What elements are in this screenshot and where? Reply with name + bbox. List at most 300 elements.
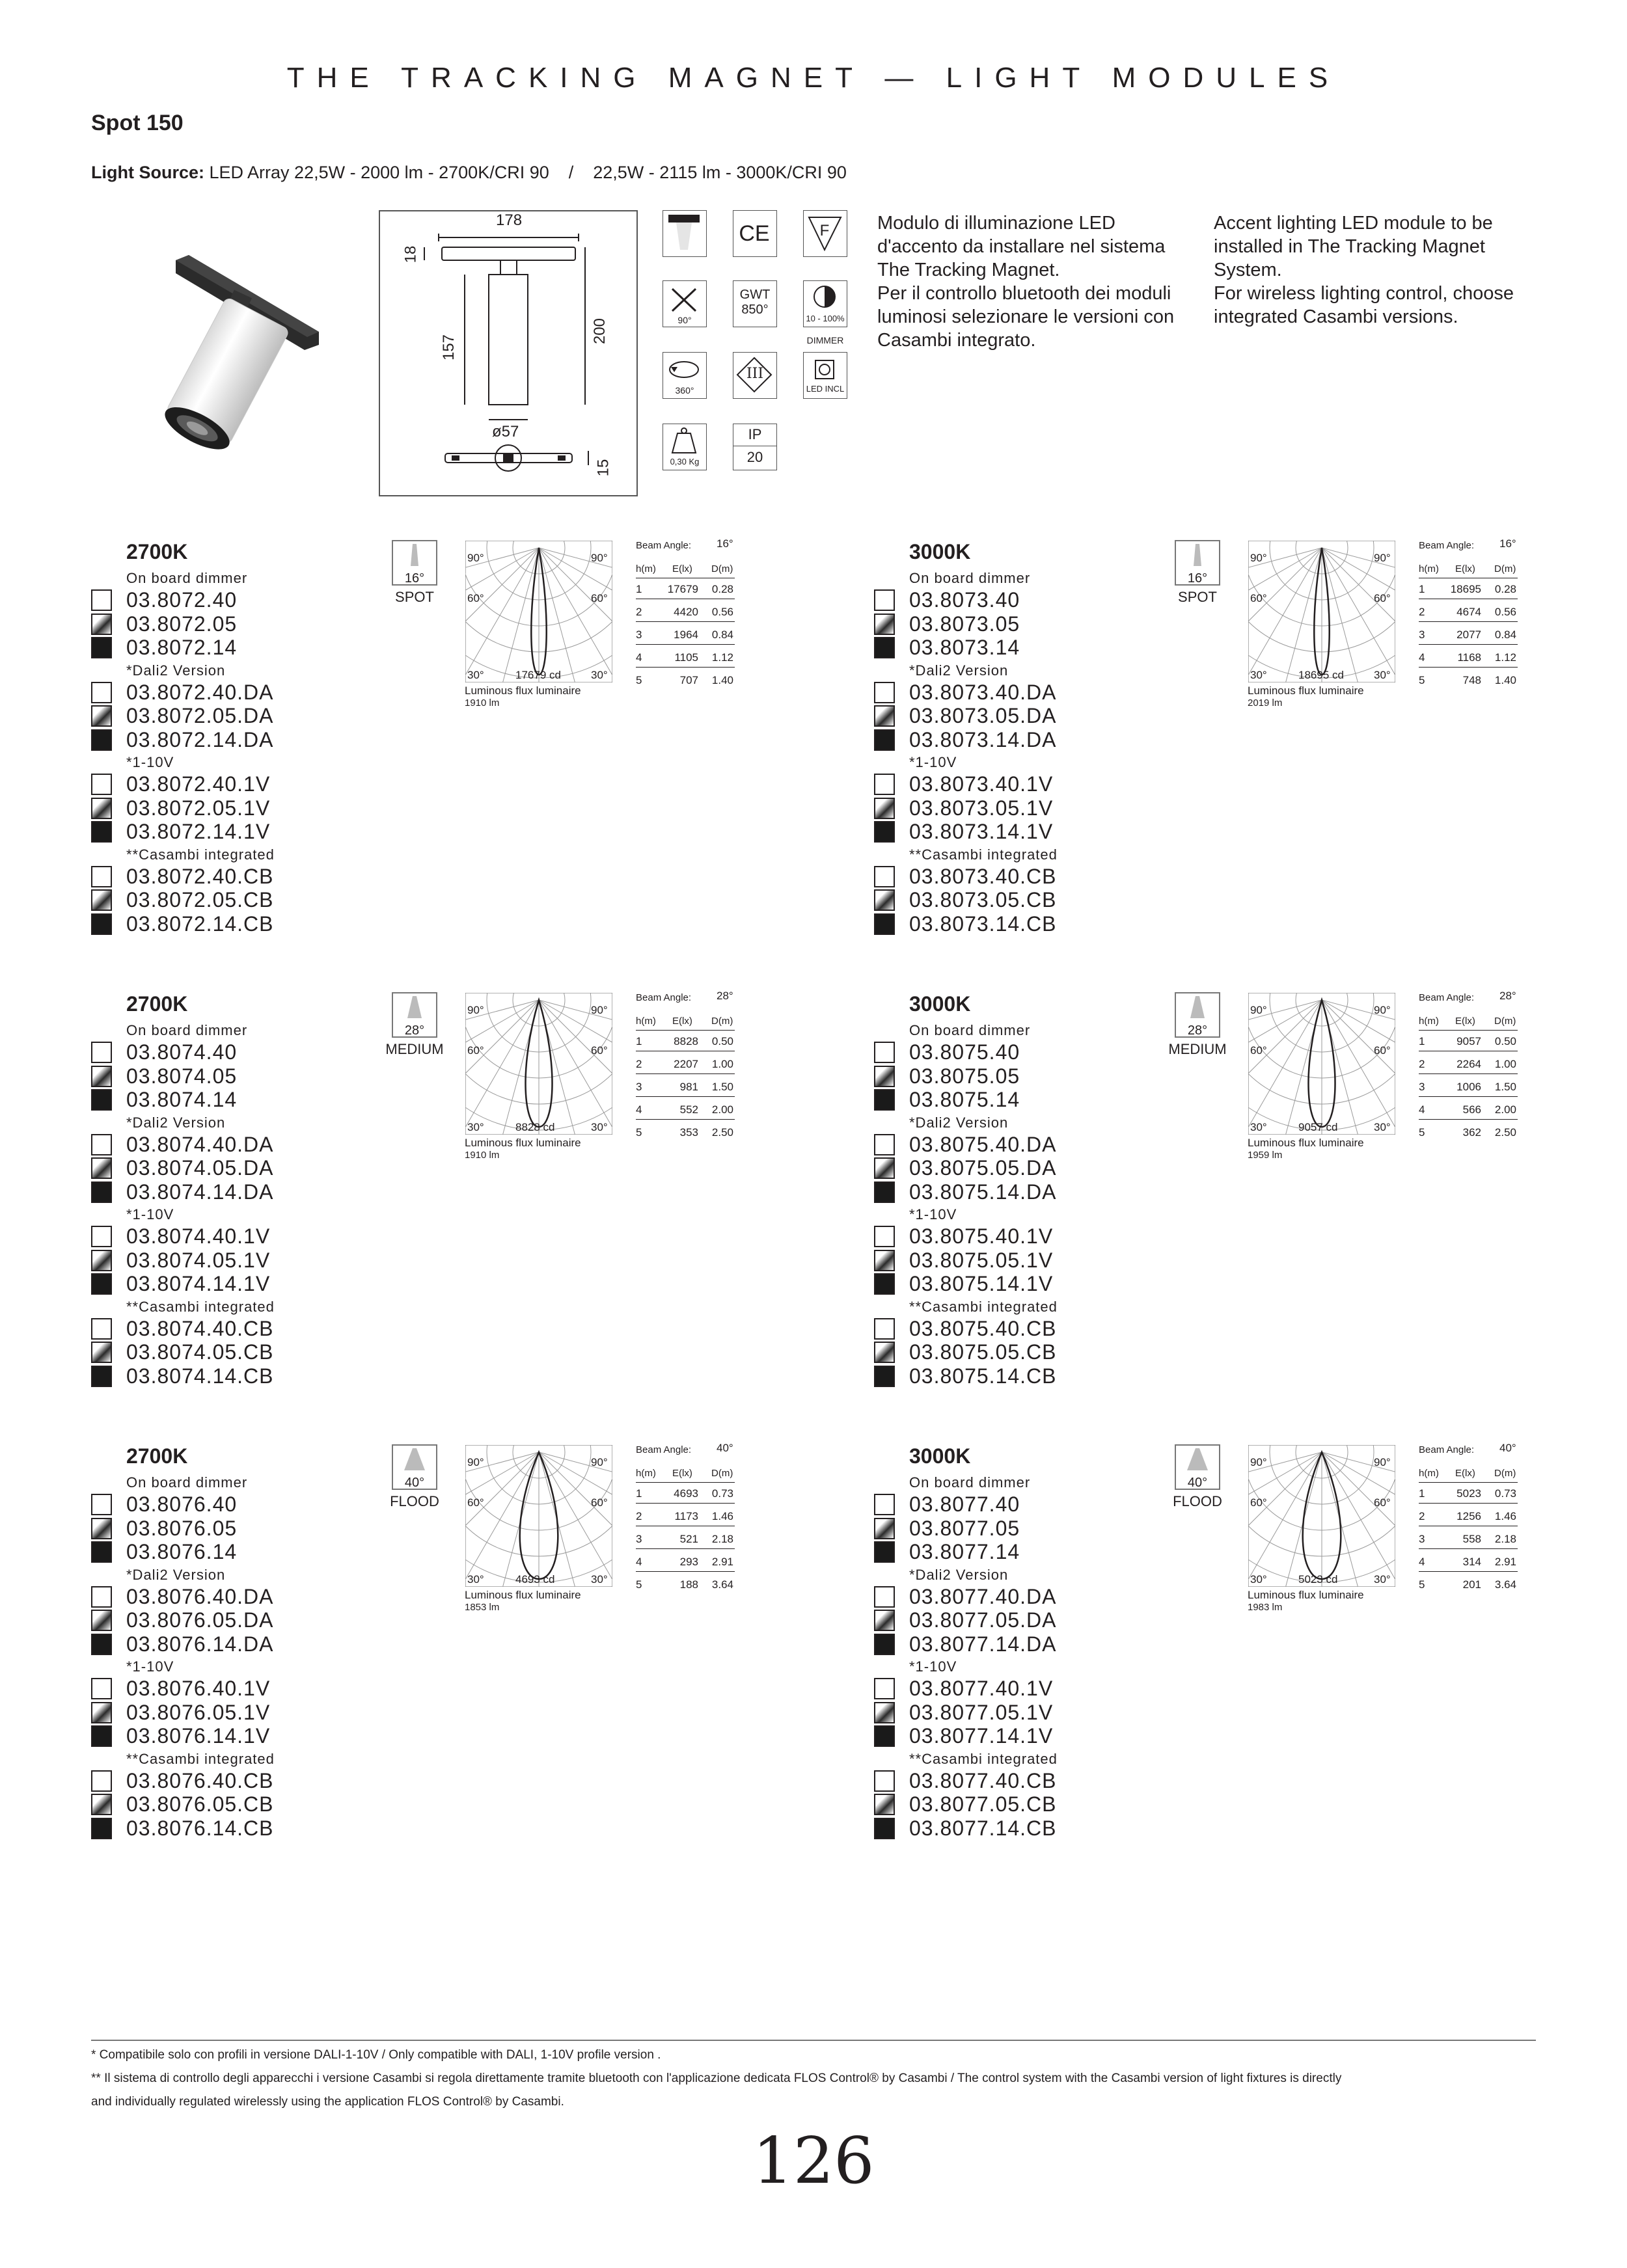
led-incl-icon — [803, 352, 847, 399]
finish-swatch — [874, 1157, 895, 1179]
flux-value: 1910 lm — [465, 697, 500, 709]
finish-swatch — [874, 1610, 895, 1631]
beam-type-icon — [392, 1444, 437, 1490]
col-e: E(lx) — [672, 1016, 692, 1027]
product-code: 03.8073.05.DA — [909, 704, 1057, 727]
table-rule — [636, 1096, 735, 1097]
finish-swatch — [91, 637, 112, 658]
product-code: 03.8074.14.1V — [126, 1272, 271, 1295]
finish-swatch — [91, 774, 112, 795]
table-e: 188 — [679, 1578, 698, 1591]
finish-swatch — [91, 1089, 112, 1111]
table-e: 17679 — [667, 583, 698, 595]
group-label: On board dimmer — [909, 1022, 1031, 1038]
product-code: 03.8072.14 — [126, 636, 238, 659]
desc-line: Per il controllo bluetooth dei moduli — [877, 283, 1171, 304]
col-h: h(m) — [636, 1468, 656, 1479]
table-d: 1.50 — [711, 1081, 733, 1093]
product-code: 03.8073.14.1V — [909, 820, 1054, 843]
product-code: 03.8073.14 — [909, 636, 1020, 659]
product-image — [130, 241, 345, 481]
finish-swatch — [91, 1818, 112, 1839]
table-e: 2077 — [1456, 628, 1481, 641]
finish-swatch — [91, 889, 112, 911]
product-code: 03.8073.14.CB — [909, 911, 1057, 936]
product-code: 03.8075.05.1V — [909, 1248, 1054, 1272]
beam-angle-value: 16° — [1499, 537, 1516, 550]
beam-angle-value: 28° — [1499, 990, 1516, 1002]
cct-title: 2700K — [126, 992, 188, 1016]
angle-30-right: 30° — [591, 1573, 608, 1586]
product-code: 03.8074.05.1V — [126, 1248, 271, 1272]
table-h: 4 — [636, 1556, 642, 1568]
angle-30-left: 30° — [467, 1573, 484, 1586]
table-e: 1168 — [1457, 651, 1481, 664]
angle-60-right: 60° — [591, 592, 608, 604]
product-code: 03.8074.05.DA — [126, 1156, 274, 1180]
table-d: 2.91 — [711, 1556, 733, 1568]
product-code: 03.8076.05.1V — [126, 1700, 271, 1724]
finish-swatch — [91, 705, 112, 727]
table-rule — [636, 644, 735, 645]
table-e: 201 — [1462, 1578, 1481, 1591]
ce-mark-icon — [733, 210, 777, 257]
finish-swatch — [91, 1725, 112, 1747]
product-code: 03.8075.05 — [909, 1064, 1020, 1088]
product-code: 03.8077.40 — [909, 1492, 1020, 1516]
table-h: 3 — [636, 1533, 642, 1545]
finish-swatch — [91, 1318, 112, 1340]
beam-type-label: MEDIUM — [1168, 1041, 1227, 1057]
angle-90-right: 90° — [1374, 1004, 1391, 1016]
table-d: 1.46 — [1494, 1510, 1516, 1522]
table-h: 3 — [1419, 1081, 1425, 1093]
finish-swatch — [874, 1586, 895, 1608]
finish-swatch — [91, 1794, 112, 1815]
finish-swatch — [874, 1366, 895, 1387]
product-code: 03.8073.05 — [909, 612, 1020, 636]
group-label: *1-10V — [909, 1658, 957, 1675]
col-h: h(m) — [1419, 1468, 1439, 1479]
col-e: E(lx) — [1455, 1016, 1475, 1027]
finish-swatch — [91, 1181, 112, 1203]
table-h: 4 — [636, 1103, 642, 1116]
finish-swatch — [91, 1770, 112, 1792]
table-h: 1 — [636, 583, 642, 595]
product-code: 03.8077.14 — [909, 1540, 1020, 1563]
cct-title: 2700K — [126, 1444, 188, 1468]
table-d: 0.73 — [711, 1487, 733, 1500]
finish-swatch — [91, 682, 112, 703]
product-code: 03.8074.40.1V — [126, 1224, 271, 1248]
table-e: 8828 — [674, 1035, 698, 1047]
product-code: 03.8076.40.CB — [126, 1768, 274, 1792]
weight-icon — [663, 424, 707, 470]
product-code: 03.8076.40.1V — [126, 1677, 271, 1700]
finish-swatch — [874, 1634, 895, 1655]
finish-swatch — [91, 589, 112, 611]
flux-value: 1959 lm — [1248, 1150, 1283, 1161]
table-rule — [1419, 1096, 1518, 1097]
finish-swatch — [91, 866, 112, 887]
product-code: 03.8076.40.DA — [126, 1584, 274, 1608]
finish-swatch — [91, 1226, 112, 1247]
group-label: *Dali2 Version — [909, 1114, 1009, 1131]
finish-swatch — [874, 1494, 895, 1515]
finish-swatch — [91, 798, 112, 819]
finish-swatch — [874, 1134, 895, 1155]
product-code: 03.8074.14.DA — [126, 1180, 274, 1204]
finish-swatch — [91, 1678, 112, 1699]
col-h: h(m) — [636, 563, 656, 574]
beam-degree: 40° — [1187, 1476, 1208, 1490]
angle-90-right: 90° — [591, 1456, 608, 1468]
product-code: 03.8074.14 — [126, 1088, 238, 1111]
table-e: 362 — [1462, 1126, 1481, 1139]
product-code: 03.8075.40.1V — [909, 1224, 1054, 1248]
footnote-1: * Compatibile solo con profili in versione DALI-1-10V / Only compatible with DALI, 1-10V profile version . — [91, 2048, 661, 2062]
angle-60-left: 60° — [467, 1044, 484, 1057]
table-rule — [636, 1548, 735, 1549]
group-label: *Dali2 Version — [909, 1566, 1009, 1583]
table-d: 1.46 — [711, 1510, 733, 1522]
product-code: 03.8075.14.CB — [909, 1364, 1057, 1388]
angle-90-right: 90° — [591, 1004, 608, 1016]
product-code: 03.8076.05.CB — [126, 1792, 274, 1816]
desc-line: Modulo di illuminazione LED — [877, 213, 1115, 234]
col-d: D(m) — [1494, 563, 1516, 574]
product-block — [91, 992, 840, 1409]
table-h: 5 — [1419, 674, 1425, 686]
rotation-label: 360° — [675, 385, 694, 396]
finish-swatch — [874, 913, 895, 935]
table-h: 1 — [1419, 1035, 1425, 1047]
group-label: *Dali2 Version — [126, 662, 226, 679]
product-code: 03.8076.05.DA — [126, 1608, 274, 1632]
beam-angle-label: Beam Angle: — [1419, 992, 1475, 1003]
finish-swatch — [874, 1541, 895, 1563]
finish-swatch — [874, 889, 895, 911]
beam-cone-icon — [393, 541, 436, 567]
angle-30-left: 30° — [1250, 1121, 1267, 1133]
peak-intensity: 5023 cd — [1298, 1573, 1338, 1586]
group-label: *1-10V — [909, 1206, 957, 1222]
finish-swatch — [874, 637, 895, 658]
table-rule — [1419, 644, 1518, 645]
table-d: 2.00 — [1494, 1103, 1516, 1116]
table-e: 5023 — [1456, 1487, 1481, 1500]
flux-label: Luminous flux luminaire — [1248, 1137, 1364, 1149]
ip-value: 20 — [746, 449, 763, 465]
table-e: 521 — [679, 1533, 698, 1545]
table-d: 0.84 — [711, 628, 733, 641]
beam-angle-label: 90° — [677, 315, 692, 325]
group-label: On board dimmer — [126, 570, 248, 586]
angle-90-left: 90° — [1250, 1456, 1267, 1468]
table-d: 0.56 — [711, 606, 733, 618]
finish-swatch — [91, 1702, 112, 1723]
beam-degree: 28° — [1187, 1023, 1208, 1038]
table-e: 552 — [679, 1103, 698, 1116]
description-english — [1214, 211, 1552, 329]
product-code: 03.8073.05.CB — [909, 888, 1057, 911]
finish-swatch — [91, 1134, 112, 1155]
finish-swatch — [874, 1042, 895, 1063]
peak-intensity: 18695 cd — [1298, 669, 1344, 681]
finish-swatch — [91, 1634, 112, 1655]
table-e: 566 — [1462, 1103, 1481, 1116]
gwt-icon — [733, 280, 777, 327]
product-code: 03.8076.14 — [126, 1540, 238, 1563]
table-rule — [1419, 1548, 1518, 1549]
table-d: 0.73 — [1494, 1487, 1516, 1500]
finish-swatch — [91, 1518, 112, 1539]
finish-swatch — [874, 1318, 895, 1340]
table-e: 9057 — [1456, 1035, 1481, 1047]
table-h: 2 — [1419, 1510, 1425, 1522]
table-d: 0.56 — [1494, 606, 1516, 618]
finish-swatch — [91, 1586, 112, 1608]
finish-swatch — [874, 821, 895, 843]
angle-30-right: 30° — [591, 669, 608, 681]
cct-title: 3000K — [909, 1444, 971, 1468]
table-h: 5 — [636, 674, 642, 686]
table-rule — [1419, 1119, 1518, 1120]
cert-icons — [663, 210, 858, 477]
group-label: *Dali2 Version — [126, 1566, 226, 1583]
table-h: 1 — [1419, 583, 1425, 595]
cct-title: 3000K — [909, 540, 971, 563]
dimmer-label: DIMMER — [806, 335, 844, 345]
beam-type-label: FLOOD — [390, 1493, 439, 1509]
finish-swatch — [91, 1250, 112, 1271]
finish-swatch — [91, 821, 112, 843]
beam-type-label: SPOT — [395, 589, 434, 605]
desc-line: For wireless lighting control, choose — [1214, 283, 1514, 304]
desc-line: System. — [1214, 260, 1282, 280]
dimmer-range: 10 - 100% — [806, 314, 845, 323]
product-code: 03.8072.40.CB — [126, 864, 274, 888]
finish-swatch — [91, 614, 112, 635]
finish-swatch — [91, 1342, 112, 1363]
dimmer-icon — [803, 280, 847, 327]
beam-cone-icon — [393, 1446, 436, 1472]
peak-intensity: 4693 cd — [515, 1573, 555, 1586]
beam-angle-value: 28° — [717, 990, 733, 1002]
rotation-icon — [663, 352, 707, 399]
col-e: E(lx) — [672, 563, 692, 574]
table-e: 4693 — [674, 1487, 698, 1500]
finish-swatch — [91, 1494, 112, 1515]
product-code: 03.8073.05.1V — [909, 796, 1054, 820]
desc-line: luminosi selezionare le versioni con — [877, 306, 1175, 327]
beam-angle-value: 40° — [717, 1442, 733, 1454]
page-number: 126 — [752, 2124, 875, 2198]
product-code: 03.8076.05 — [126, 1516, 238, 1540]
group-label: **Casambi integrated — [126, 1750, 275, 1767]
footnote-3: and individually regulated wirelessly using the application FLOS Control® by Casambi. — [91, 2095, 564, 2109]
beam-cone-icon — [1176, 1446, 1219, 1472]
col-h: h(m) — [636, 1016, 656, 1027]
angle-90-right: 90° — [591, 552, 608, 564]
product-code: 03.8077.40.DA — [909, 1584, 1057, 1608]
product-code: 03.8075.14.1V — [909, 1272, 1054, 1295]
table-h: 1 — [1419, 1487, 1425, 1500]
weight-label: 0,30 Kg — [670, 457, 700, 466]
product-code: 03.8074.05 — [126, 1064, 238, 1088]
col-d: D(m) — [711, 563, 733, 574]
gwt-label: GWT — [739, 288, 771, 302]
product-code: 03.8074.40 — [126, 1040, 238, 1064]
table-rule — [636, 667, 735, 668]
table-e: 4674 — [1456, 606, 1481, 618]
dim-total: 200 — [591, 317, 609, 345]
table-rule — [636, 1482, 735, 1483]
beam-angle-label: Beam Angle: — [636, 1444, 692, 1455]
beam-angle-value: 40° — [1499, 1442, 1516, 1454]
product-code: 03.8077.05.1V — [909, 1700, 1054, 1724]
finish-swatch — [874, 1818, 895, 1839]
beam-type-label: MEDIUM — [385, 1041, 444, 1057]
table-rule — [1419, 1503, 1518, 1504]
table-d: 0.50 — [711, 1035, 733, 1047]
group-label: *Dali2 Version — [126, 1114, 226, 1131]
table-h: 5 — [636, 1578, 642, 1591]
finish-swatch — [874, 1089, 895, 1111]
dim-base: 15 — [594, 459, 612, 477]
product-code: 03.8073.40.1V — [909, 772, 1054, 796]
angle-60-right: 60° — [1374, 1496, 1391, 1509]
finish-swatch — [874, 774, 895, 795]
table-e: 18695 — [1450, 583, 1481, 595]
finish-swatch — [874, 1518, 895, 1539]
flux-value: 1853 lm — [465, 1602, 500, 1613]
table-h: 3 — [1419, 1533, 1425, 1545]
product-code: 03.8073.40.DA — [909, 680, 1057, 704]
class-iii-icon — [733, 352, 777, 399]
table-h: 2 — [636, 606, 642, 618]
finish-swatch — [91, 913, 112, 935]
angle-60-left: 60° — [467, 592, 484, 604]
beam-degree: 28° — [404, 1023, 425, 1038]
angle-60-right: 60° — [1374, 592, 1391, 604]
group-label: *1-10V — [126, 754, 174, 770]
finish-swatch — [874, 1066, 895, 1087]
finish-swatch — [874, 682, 895, 703]
table-rule — [1419, 667, 1518, 668]
table-h: 5 — [1419, 1126, 1425, 1139]
table-e: 1964 — [674, 628, 698, 641]
finish-swatch — [91, 1541, 112, 1563]
desc-line: Casambi integrato. — [877, 330, 1036, 351]
beam-degree: 16° — [404, 571, 425, 586]
table-e: 4420 — [674, 606, 698, 618]
group-label: **Casambi integrated — [909, 846, 1058, 863]
footer-rule — [91, 2040, 1536, 2041]
finish-swatch — [874, 1181, 895, 1203]
desc-line: The Tracking Magnet. — [877, 260, 1060, 280]
beam-type-icon — [1175, 1444, 1220, 1490]
svg-text:F: F — [819, 222, 830, 239]
peak-intensity: 17679 cd — [515, 669, 561, 681]
col-d: D(m) — [1494, 1016, 1516, 1027]
table-rule — [636, 1030, 735, 1031]
table-rule — [636, 1503, 735, 1504]
product-code: 03.8075.40.CB — [909, 1316, 1057, 1340]
table-e: 1256 — [1456, 1510, 1481, 1522]
angle-90-left: 90° — [467, 552, 484, 564]
table-h: 2 — [636, 1510, 642, 1522]
table-h: 1 — [636, 1035, 642, 1047]
col-h: h(m) — [1419, 563, 1439, 574]
table-h: 5 — [636, 1126, 642, 1139]
dim-body: 157 — [440, 334, 458, 361]
col-d: D(m) — [1494, 1468, 1516, 1479]
angle-30-left: 30° — [1250, 669, 1267, 681]
col-h: h(m) — [1419, 1016, 1439, 1027]
led-incl-label: LED INCL — [806, 384, 845, 394]
beam-angle-label: Beam Angle: — [1419, 1444, 1475, 1455]
product-title: Spot 150 — [91, 111, 184, 135]
table-e: 748 — [1462, 674, 1481, 686]
table-h: 4 — [1419, 1556, 1425, 1568]
finish-swatch — [874, 705, 895, 727]
group-label: **Casambi integrated — [126, 846, 275, 863]
table-d: 1.40 — [1494, 674, 1516, 686]
product-code: 03.8077.14.CB — [909, 1816, 1057, 1840]
table-h: 2 — [636, 1058, 642, 1070]
flux-value: 1983 lm — [1248, 1602, 1283, 1613]
table-e: 981 — [679, 1081, 698, 1093]
table-rule — [636, 1571, 735, 1572]
finish-swatch — [874, 1702, 895, 1723]
finish-swatch — [874, 1678, 895, 1699]
finish-swatch — [91, 1157, 112, 1179]
cct-title: 2700K — [126, 540, 188, 563]
description-italian — [877, 211, 1216, 352]
table-e: 314 — [1462, 1556, 1481, 1568]
cct-title: 3000K — [909, 992, 971, 1016]
table-d: 3.64 — [711, 1578, 733, 1591]
table-e: 2207 — [674, 1058, 698, 1070]
beam-type-icon — [1175, 540, 1220, 586]
finish-swatch — [874, 589, 895, 611]
flux-label: Luminous flux luminaire — [465, 684, 581, 697]
product-code: 03.8076.40 — [126, 1492, 238, 1516]
table-rule — [1419, 1571, 1518, 1572]
product-code: 03.8077.05 — [909, 1516, 1020, 1540]
finish-swatch — [874, 798, 895, 819]
finish-swatch — [874, 614, 895, 635]
beam-angle-label: Beam Angle: — [1419, 540, 1475, 551]
finish-swatch — [91, 1066, 112, 1087]
table-rule — [636, 621, 735, 622]
angle-60-right: 60° — [591, 1044, 608, 1057]
beam-degree: 40° — [404, 1476, 425, 1490]
flux-label: Luminous flux luminaire — [1248, 684, 1364, 697]
table-d: 0.28 — [711, 583, 733, 595]
table-rule — [1419, 1073, 1518, 1074]
page-title: THE TRACKING MAGNET — LIGHT MODULES — [286, 62, 1341, 94]
group-label: On board dimmer — [909, 1474, 1031, 1491]
angle-60-left: 60° — [1250, 1496, 1267, 1509]
finish-swatch — [91, 1610, 112, 1631]
product-code: 03.8072.05 — [126, 612, 238, 636]
table-d: 0.84 — [1494, 628, 1516, 641]
beam-type-label: SPOT — [1178, 589, 1217, 605]
peak-intensity: 9057 cd — [1298, 1121, 1338, 1133]
table-e: 293 — [679, 1556, 698, 1568]
